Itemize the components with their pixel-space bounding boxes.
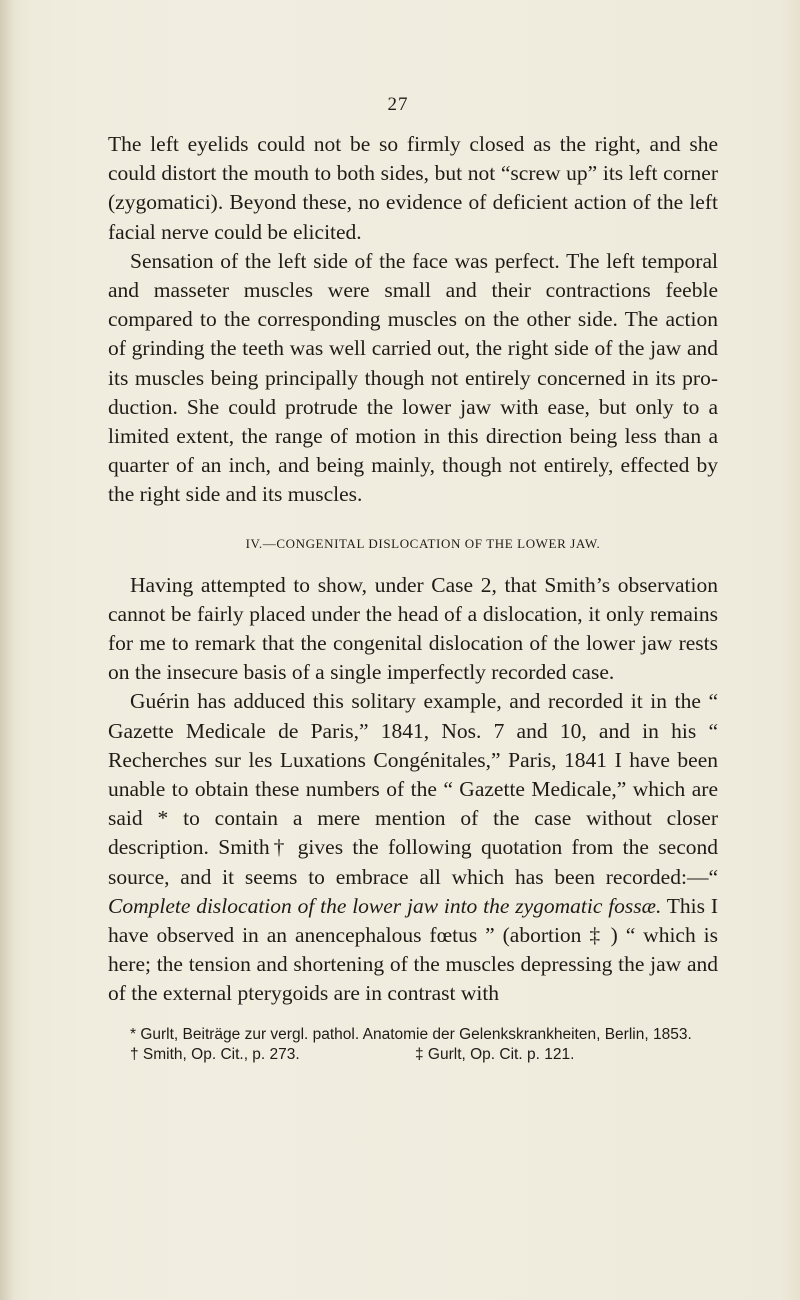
guerin-text-part1: Guérin has adduced this solitary example, and recorded it in the “ Gazette Medicale de Paris,” 1841, Nos. 7 and 10, and in his “ Recherches sur les Luxations Congénitales,” Paris, 1841 I have been unable to obtain these numbers of the “ Gazette Medicale,” which are said * to contain a mere mention of the case without closer description. Smith† gives the following quotation from the second source, and it seems to embrace all which has been recorded:—“: [108, 689, 718, 889]
footnote-gurlt: * Gurlt, Beiträge zur vergl. pathol. Anatomie der Gelenkskrankheiten, Berlin, 1853.: [130, 1025, 692, 1043]
paragraph-sensation: Sensation of the left side of the face was perfect. The left temporal and masseter muscles were small and their contractions feeble compared to the corresponding muscles on the other side. The action of grinding the teeth was well carried out, the right side of the jaw and its muscles being principally though not entirely concerned in its production. She could protrude the lower jaw with ease, but only to a limited extent, the range of motion in this direction being less than a quarter of an inch, and being mainly, though not entirely, effected by the right side and its muscles.: [108, 248, 718, 507]
page-number: 27: [387, 94, 409, 115]
footnote-row: [108, 1045, 718, 1065]
guerin-text-part2: This I have observed in an anencephalous fœtus ” (abortion ‡ ) “ which is here; the tension and shortening of the muscles depressing the jaw and of the external pterygoids are in contrast with: [108, 893, 718, 1006]
section-heading: IV.—CONGENITAL DISLOCATION OF THE LOWER JAW.: [245, 535, 601, 551]
guerin-quotation-italic: Complete dislocation of the lower jaw into the zygomatic fossæ.: [108, 893, 662, 918]
footnote-smith: † Smith, Op. Cit., p. 273.: [130, 1045, 300, 1063]
paragraph-smith-observation: Having attempted to show, under Case 2, that Smith’s observation cannot be fairly placed under the head of a dislocation, it only remains for me to remark that the congenital dislocation of the lower jaw rests on the insecure basis of a single imperfectly recorded case.: [108, 572, 718, 685]
paragraph-eyelids: The left eyelids could not be so firmly closed as the right, and she could distort the mouth to both sides, but not “screw up” its left corner (zygomatici). Beyond these, no evidence of deficient action of the left facial nerve could be elicited.: [108, 132, 718, 244]
text-column: [108, 130, 718, 1065]
page-edge-shadow: [0, 0, 14, 1300]
footnotes: [108, 1025, 718, 1065]
footnote-gurlt-op-cit: ‡ Gurlt, Op. Cit. p. 121.: [415, 1045, 575, 1063]
paragraph-guerin: [108, 687, 718, 1008]
